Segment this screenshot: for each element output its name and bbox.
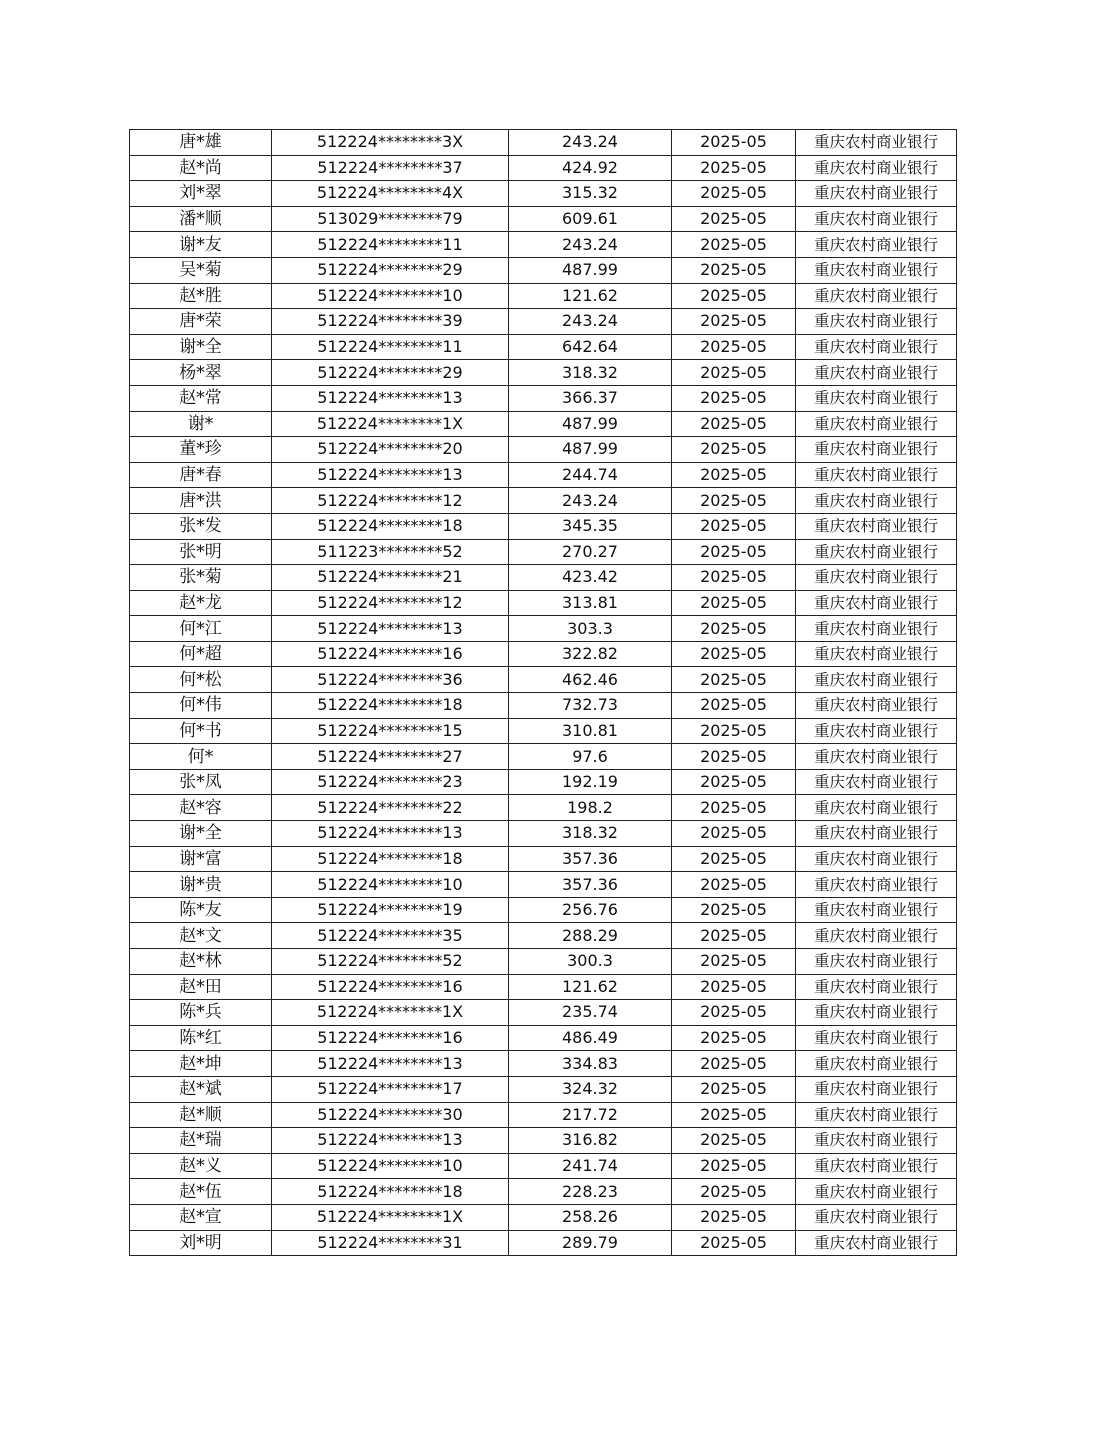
table-row — [130, 1076, 957, 1102]
table-row — [130, 1128, 957, 1154]
id-number-cell: 512224********15 — [272, 718, 509, 744]
name-cell: 陈*友 — [130, 897, 272, 923]
id-number-cell: 512224********12 — [272, 488, 509, 514]
bank-cell: 重庆农村商业银行 — [796, 1000, 957, 1026]
period-cell: 2025-05 — [672, 590, 796, 616]
bank-cell: 重庆农村商业银行 — [796, 795, 957, 821]
amount-cell: 366.37 — [509, 385, 672, 411]
name-cell: 陈*红 — [130, 1025, 272, 1051]
bank-cell: 重庆农村商业银行 — [796, 641, 957, 667]
period-cell: 2025-05 — [672, 130, 796, 156]
id-number-cell: 512224********21 — [272, 565, 509, 591]
amount-cell: 316.82 — [509, 1128, 672, 1154]
amount-cell: 228.23 — [509, 1179, 672, 1205]
amount-cell: 486.49 — [509, 1025, 672, 1051]
name-cell: 唐*春 — [130, 462, 272, 488]
amount-cell: 357.36 — [509, 872, 672, 898]
table-row — [130, 206, 957, 232]
table-row — [130, 769, 957, 795]
bank-cell: 重庆农村商业银行 — [796, 462, 957, 488]
bank-cell: 重庆农村商业银行 — [796, 1128, 957, 1154]
amount-cell: 487.99 — [509, 437, 672, 463]
name-cell: 董*珍 — [130, 437, 272, 463]
name-cell: 张*发 — [130, 513, 272, 539]
table-row — [130, 462, 957, 488]
name-cell: 赵*义 — [130, 1153, 272, 1179]
bank-cell: 重庆农村商业银行 — [796, 1153, 957, 1179]
name-cell: 何*松 — [130, 667, 272, 693]
id-number-cell: 512224********18 — [272, 1179, 509, 1205]
table-row — [130, 872, 957, 898]
id-number-cell: 512224********10 — [272, 283, 509, 309]
period-cell: 2025-05 — [672, 334, 796, 360]
amount-cell: 243.24 — [509, 232, 672, 258]
table-row — [130, 693, 957, 719]
amount-cell: 315.32 — [509, 181, 672, 207]
amount-cell: 244.74 — [509, 462, 672, 488]
table-row — [130, 513, 957, 539]
amount-cell: 487.99 — [509, 411, 672, 437]
amount-cell: 318.32 — [509, 360, 672, 386]
bank-cell: 重庆农村商业银行 — [796, 283, 957, 309]
amount-cell: 256.76 — [509, 897, 672, 923]
table-row — [130, 309, 957, 335]
table-row — [130, 821, 957, 847]
period-cell: 2025-05 — [672, 385, 796, 411]
bank-cell: 重庆农村商业银行 — [796, 1076, 957, 1102]
period-cell: 2025-05 — [672, 565, 796, 591]
period-cell: 2025-05 — [672, 411, 796, 437]
period-cell: 2025-05 — [672, 795, 796, 821]
name-cell: 赵*瑞 — [130, 1128, 272, 1154]
payment-table — [129, 129, 957, 1256]
name-cell: 张*菊 — [130, 565, 272, 591]
id-number-cell: 513029********79 — [272, 206, 509, 232]
amount-cell: 487.99 — [509, 257, 672, 283]
bank-cell: 重庆农村商业银行 — [796, 130, 957, 156]
bank-cell: 重庆农村商业银行 — [796, 872, 957, 898]
id-number-cell: 512224********23 — [272, 769, 509, 795]
name-cell: 赵*林 — [130, 949, 272, 975]
amount-cell: 642.64 — [509, 334, 672, 360]
table-row — [130, 181, 957, 207]
name-cell: 谢*富 — [130, 846, 272, 872]
id-number-cell: 512224********3X — [272, 130, 509, 156]
table-row — [130, 232, 957, 258]
table-row — [130, 130, 957, 156]
id-number-cell: 512224********13 — [272, 462, 509, 488]
bank-cell: 重庆农村商业银行 — [796, 949, 957, 975]
table-row — [130, 1153, 957, 1179]
name-cell: 刘*翠 — [130, 181, 272, 207]
table-row — [130, 1000, 957, 1026]
table-row — [130, 257, 957, 283]
period-cell: 2025-05 — [672, 667, 796, 693]
bank-cell: 重庆农村商业银行 — [796, 513, 957, 539]
period-cell: 2025-05 — [672, 1076, 796, 1102]
period-cell: 2025-05 — [672, 309, 796, 335]
amount-cell: 243.24 — [509, 130, 672, 156]
amount-cell: 357.36 — [509, 846, 672, 872]
bank-cell: 重庆农村商业银行 — [796, 155, 957, 181]
bank-cell: 重庆农村商业银行 — [796, 897, 957, 923]
table-row — [130, 385, 957, 411]
amount-cell: 322.82 — [509, 641, 672, 667]
table-row — [130, 488, 957, 514]
bank-cell: 重庆农村商业银行 — [796, 181, 957, 207]
bank-cell: 重庆农村商业银行 — [796, 923, 957, 949]
amount-cell: 241.74 — [509, 1153, 672, 1179]
period-cell: 2025-05 — [672, 155, 796, 181]
name-cell: 谢*全 — [130, 334, 272, 360]
amount-cell: 198.2 — [509, 795, 672, 821]
id-number-cell: 512224********36 — [272, 667, 509, 693]
period-cell: 2025-05 — [672, 257, 796, 283]
amount-cell: 462.46 — [509, 667, 672, 693]
name-cell: 谢*贵 — [130, 872, 272, 898]
amount-cell: 121.62 — [509, 974, 672, 1000]
period-cell: 2025-05 — [672, 1179, 796, 1205]
bank-cell: 重庆农村商业银行 — [796, 1230, 957, 1256]
name-cell: 何*书 — [130, 718, 272, 744]
id-number-cell: 512224********31 — [272, 1230, 509, 1256]
id-number-cell: 512224********11 — [272, 232, 509, 258]
bank-cell: 重庆农村商业银行 — [796, 385, 957, 411]
table-row — [130, 616, 957, 642]
period-cell: 2025-05 — [672, 718, 796, 744]
name-cell: 张*明 — [130, 539, 272, 565]
table-row — [130, 565, 957, 591]
bank-cell: 重庆农村商业银行 — [796, 769, 957, 795]
name-cell: 赵*坤 — [130, 1051, 272, 1077]
id-number-cell: 512224********27 — [272, 744, 509, 770]
period-cell: 2025-05 — [672, 744, 796, 770]
name-cell: 潘*顺 — [130, 206, 272, 232]
table-row — [130, 641, 957, 667]
name-cell: 赵*斌 — [130, 1076, 272, 1102]
name-cell: 谢* — [130, 411, 272, 437]
id-number-cell: 512224********18 — [272, 846, 509, 872]
period-cell: 2025-05 — [672, 181, 796, 207]
name-cell: 何*伟 — [130, 693, 272, 719]
id-number-cell: 512224********13 — [272, 616, 509, 642]
name-cell: 何*江 — [130, 616, 272, 642]
id-number-cell: 512224********11 — [272, 334, 509, 360]
amount-cell: 313.81 — [509, 590, 672, 616]
id-number-cell: 512224********29 — [272, 360, 509, 386]
bank-cell: 重庆农村商业银行 — [796, 232, 957, 258]
amount-cell: 423.42 — [509, 565, 672, 591]
name-cell: 赵*田 — [130, 974, 272, 1000]
amount-cell: 192.19 — [509, 769, 672, 795]
period-cell: 2025-05 — [672, 923, 796, 949]
bank-cell: 重庆农村商业银行 — [796, 309, 957, 335]
period-cell: 2025-05 — [672, 1025, 796, 1051]
bank-cell: 重庆农村商业银行 — [796, 718, 957, 744]
table-row — [130, 539, 957, 565]
bank-cell: 重庆农村商业银行 — [796, 1102, 957, 1128]
amount-cell: 121.62 — [509, 283, 672, 309]
bank-cell: 重庆农村商业银行 — [796, 744, 957, 770]
id-number-cell: 512224********20 — [272, 437, 509, 463]
table-row — [130, 1179, 957, 1205]
table-row — [130, 155, 957, 181]
amount-cell: 235.74 — [509, 1000, 672, 1026]
period-cell: 2025-05 — [672, 283, 796, 309]
id-number-cell: 512224********16 — [272, 1025, 509, 1051]
amount-cell: 243.24 — [509, 488, 672, 514]
table-row — [130, 437, 957, 463]
amount-cell: 324.32 — [509, 1076, 672, 1102]
id-number-cell: 512224********13 — [272, 1051, 509, 1077]
period-cell: 2025-05 — [672, 846, 796, 872]
id-number-cell: 512224********13 — [272, 385, 509, 411]
period-cell: 2025-05 — [672, 872, 796, 898]
bank-cell: 重庆农村商业银行 — [796, 667, 957, 693]
amount-cell: 300.3 — [509, 949, 672, 975]
bank-cell: 重庆农村商业银行 — [796, 1179, 957, 1205]
table-row — [130, 846, 957, 872]
amount-cell: 288.29 — [509, 923, 672, 949]
name-cell: 谢*友 — [130, 232, 272, 258]
table-row — [130, 718, 957, 744]
bank-cell: 重庆农村商业银行 — [796, 360, 957, 386]
name-cell: 赵*顺 — [130, 1102, 272, 1128]
amount-cell: 97.6 — [509, 744, 672, 770]
amount-cell: 318.32 — [509, 821, 672, 847]
table-row — [130, 1051, 957, 1077]
id-number-cell: 512224********52 — [272, 949, 509, 975]
amount-cell: 345.35 — [509, 513, 672, 539]
name-cell: 何*超 — [130, 641, 272, 667]
period-cell: 2025-05 — [672, 974, 796, 1000]
period-cell: 2025-05 — [672, 437, 796, 463]
name-cell: 赵*伍 — [130, 1179, 272, 1205]
period-cell: 2025-05 — [672, 769, 796, 795]
id-number-cell: 512224********39 — [272, 309, 509, 335]
id-number-cell: 512224********1X — [272, 411, 509, 437]
id-number-cell: 512224********16 — [272, 974, 509, 1000]
bank-cell: 重庆农村商业银行 — [796, 565, 957, 591]
table-row — [130, 667, 957, 693]
table-row — [130, 1204, 957, 1230]
name-cell: 陈*兵 — [130, 1000, 272, 1026]
table-row — [130, 334, 957, 360]
table-row — [130, 795, 957, 821]
bank-cell: 重庆农村商业银行 — [796, 437, 957, 463]
period-cell: 2025-05 — [672, 897, 796, 923]
table-row — [130, 923, 957, 949]
period-cell: 2025-05 — [672, 360, 796, 386]
period-cell: 2025-05 — [672, 1128, 796, 1154]
bank-cell: 重庆农村商业银行 — [796, 411, 957, 437]
amount-cell: 270.27 — [509, 539, 672, 565]
id-number-cell: 512224********1X — [272, 1204, 509, 1230]
id-number-cell: 512224********4X — [272, 181, 509, 207]
table-row — [130, 1025, 957, 1051]
id-number-cell: 512224********18 — [272, 513, 509, 539]
name-cell: 赵*文 — [130, 923, 272, 949]
id-number-cell: 511223********52 — [272, 539, 509, 565]
bank-cell: 重庆农村商业银行 — [796, 206, 957, 232]
bank-cell: 重庆农村商业银行 — [796, 334, 957, 360]
amount-cell: 243.24 — [509, 309, 672, 335]
table-row — [130, 949, 957, 975]
table-row — [130, 590, 957, 616]
bank-cell: 重庆农村商业银行 — [796, 846, 957, 872]
name-cell: 赵*宣 — [130, 1204, 272, 1230]
amount-cell: 289.79 — [509, 1230, 672, 1256]
id-number-cell: 512224********17 — [272, 1076, 509, 1102]
period-cell: 2025-05 — [672, 949, 796, 975]
period-cell: 2025-05 — [672, 462, 796, 488]
amount-cell: 217.72 — [509, 1102, 672, 1128]
amount-cell: 424.92 — [509, 155, 672, 181]
bank-cell: 重庆农村商业银行 — [796, 539, 957, 565]
period-cell: 2025-05 — [672, 206, 796, 232]
amount-cell: 258.26 — [509, 1204, 672, 1230]
bank-cell: 重庆农村商业银行 — [796, 616, 957, 642]
period-cell: 2025-05 — [672, 641, 796, 667]
name-cell: 赵*胜 — [130, 283, 272, 309]
name-cell: 刘*明 — [130, 1230, 272, 1256]
name-cell: 唐*荣 — [130, 309, 272, 335]
period-cell: 2025-05 — [672, 1000, 796, 1026]
period-cell: 2025-05 — [672, 539, 796, 565]
period-cell: 2025-05 — [672, 821, 796, 847]
id-number-cell: 512224********1X — [272, 1000, 509, 1026]
bank-cell: 重庆农村商业银行 — [796, 1204, 957, 1230]
name-cell: 赵*容 — [130, 795, 272, 821]
id-number-cell: 512224********12 — [272, 590, 509, 616]
period-cell: 2025-05 — [672, 1051, 796, 1077]
name-cell: 赵*尚 — [130, 155, 272, 181]
id-number-cell: 512224********22 — [272, 795, 509, 821]
name-cell: 杨*翠 — [130, 360, 272, 386]
period-cell: 2025-05 — [672, 616, 796, 642]
table-row — [130, 897, 957, 923]
name-cell: 唐*雄 — [130, 130, 272, 156]
amount-cell: 310.81 — [509, 718, 672, 744]
name-cell: 赵*龙 — [130, 590, 272, 616]
period-cell: 2025-05 — [672, 1153, 796, 1179]
id-number-cell: 512224********10 — [272, 872, 509, 898]
period-cell: 2025-05 — [672, 1230, 796, 1256]
id-number-cell: 512224********18 — [272, 693, 509, 719]
id-number-cell: 512224********16 — [272, 641, 509, 667]
id-number-cell: 512224********19 — [272, 897, 509, 923]
id-number-cell: 512224********13 — [272, 1128, 509, 1154]
table-row — [130, 360, 957, 386]
period-cell: 2025-05 — [672, 232, 796, 258]
period-cell: 2025-05 — [672, 488, 796, 514]
name-cell: 谢*全 — [130, 821, 272, 847]
bank-cell: 重庆农村商业银行 — [796, 821, 957, 847]
bank-cell: 重庆农村商业银行 — [796, 693, 957, 719]
bank-cell: 重庆农村商业银行 — [796, 1025, 957, 1051]
id-number-cell: 512224********30 — [272, 1102, 509, 1128]
id-number-cell: 512224********35 — [272, 923, 509, 949]
period-cell: 2025-05 — [672, 1102, 796, 1128]
period-cell: 2025-05 — [672, 1204, 796, 1230]
table-row — [130, 744, 957, 770]
table-body — [130, 130, 957, 1256]
name-cell: 赵*常 — [130, 385, 272, 411]
table-row — [130, 974, 957, 1000]
amount-cell: 732.73 — [509, 693, 672, 719]
name-cell: 唐*洪 — [130, 488, 272, 514]
table-row — [130, 1230, 957, 1256]
id-number-cell: 512224********29 — [272, 257, 509, 283]
name-cell: 吴*菊 — [130, 257, 272, 283]
period-cell: 2025-05 — [672, 693, 796, 719]
bank-cell: 重庆农村商业银行 — [796, 974, 957, 1000]
table-row — [130, 1102, 957, 1128]
bank-cell: 重庆农村商业银行 — [796, 257, 957, 283]
table-row — [130, 283, 957, 309]
amount-cell: 334.83 — [509, 1051, 672, 1077]
bank-cell: 重庆农村商业银行 — [796, 1051, 957, 1077]
amount-cell: 609.61 — [509, 206, 672, 232]
name-cell: 张*凤 — [130, 769, 272, 795]
bank-cell: 重庆农村商业银行 — [796, 590, 957, 616]
bank-cell: 重庆农村商业银行 — [796, 488, 957, 514]
table-row — [130, 411, 957, 437]
id-number-cell: 512224********10 — [272, 1153, 509, 1179]
amount-cell: 303.3 — [509, 616, 672, 642]
period-cell: 2025-05 — [672, 513, 796, 539]
id-number-cell: 512224********37 — [272, 155, 509, 181]
id-number-cell: 512224********13 — [272, 821, 509, 847]
name-cell: 何* — [130, 744, 272, 770]
